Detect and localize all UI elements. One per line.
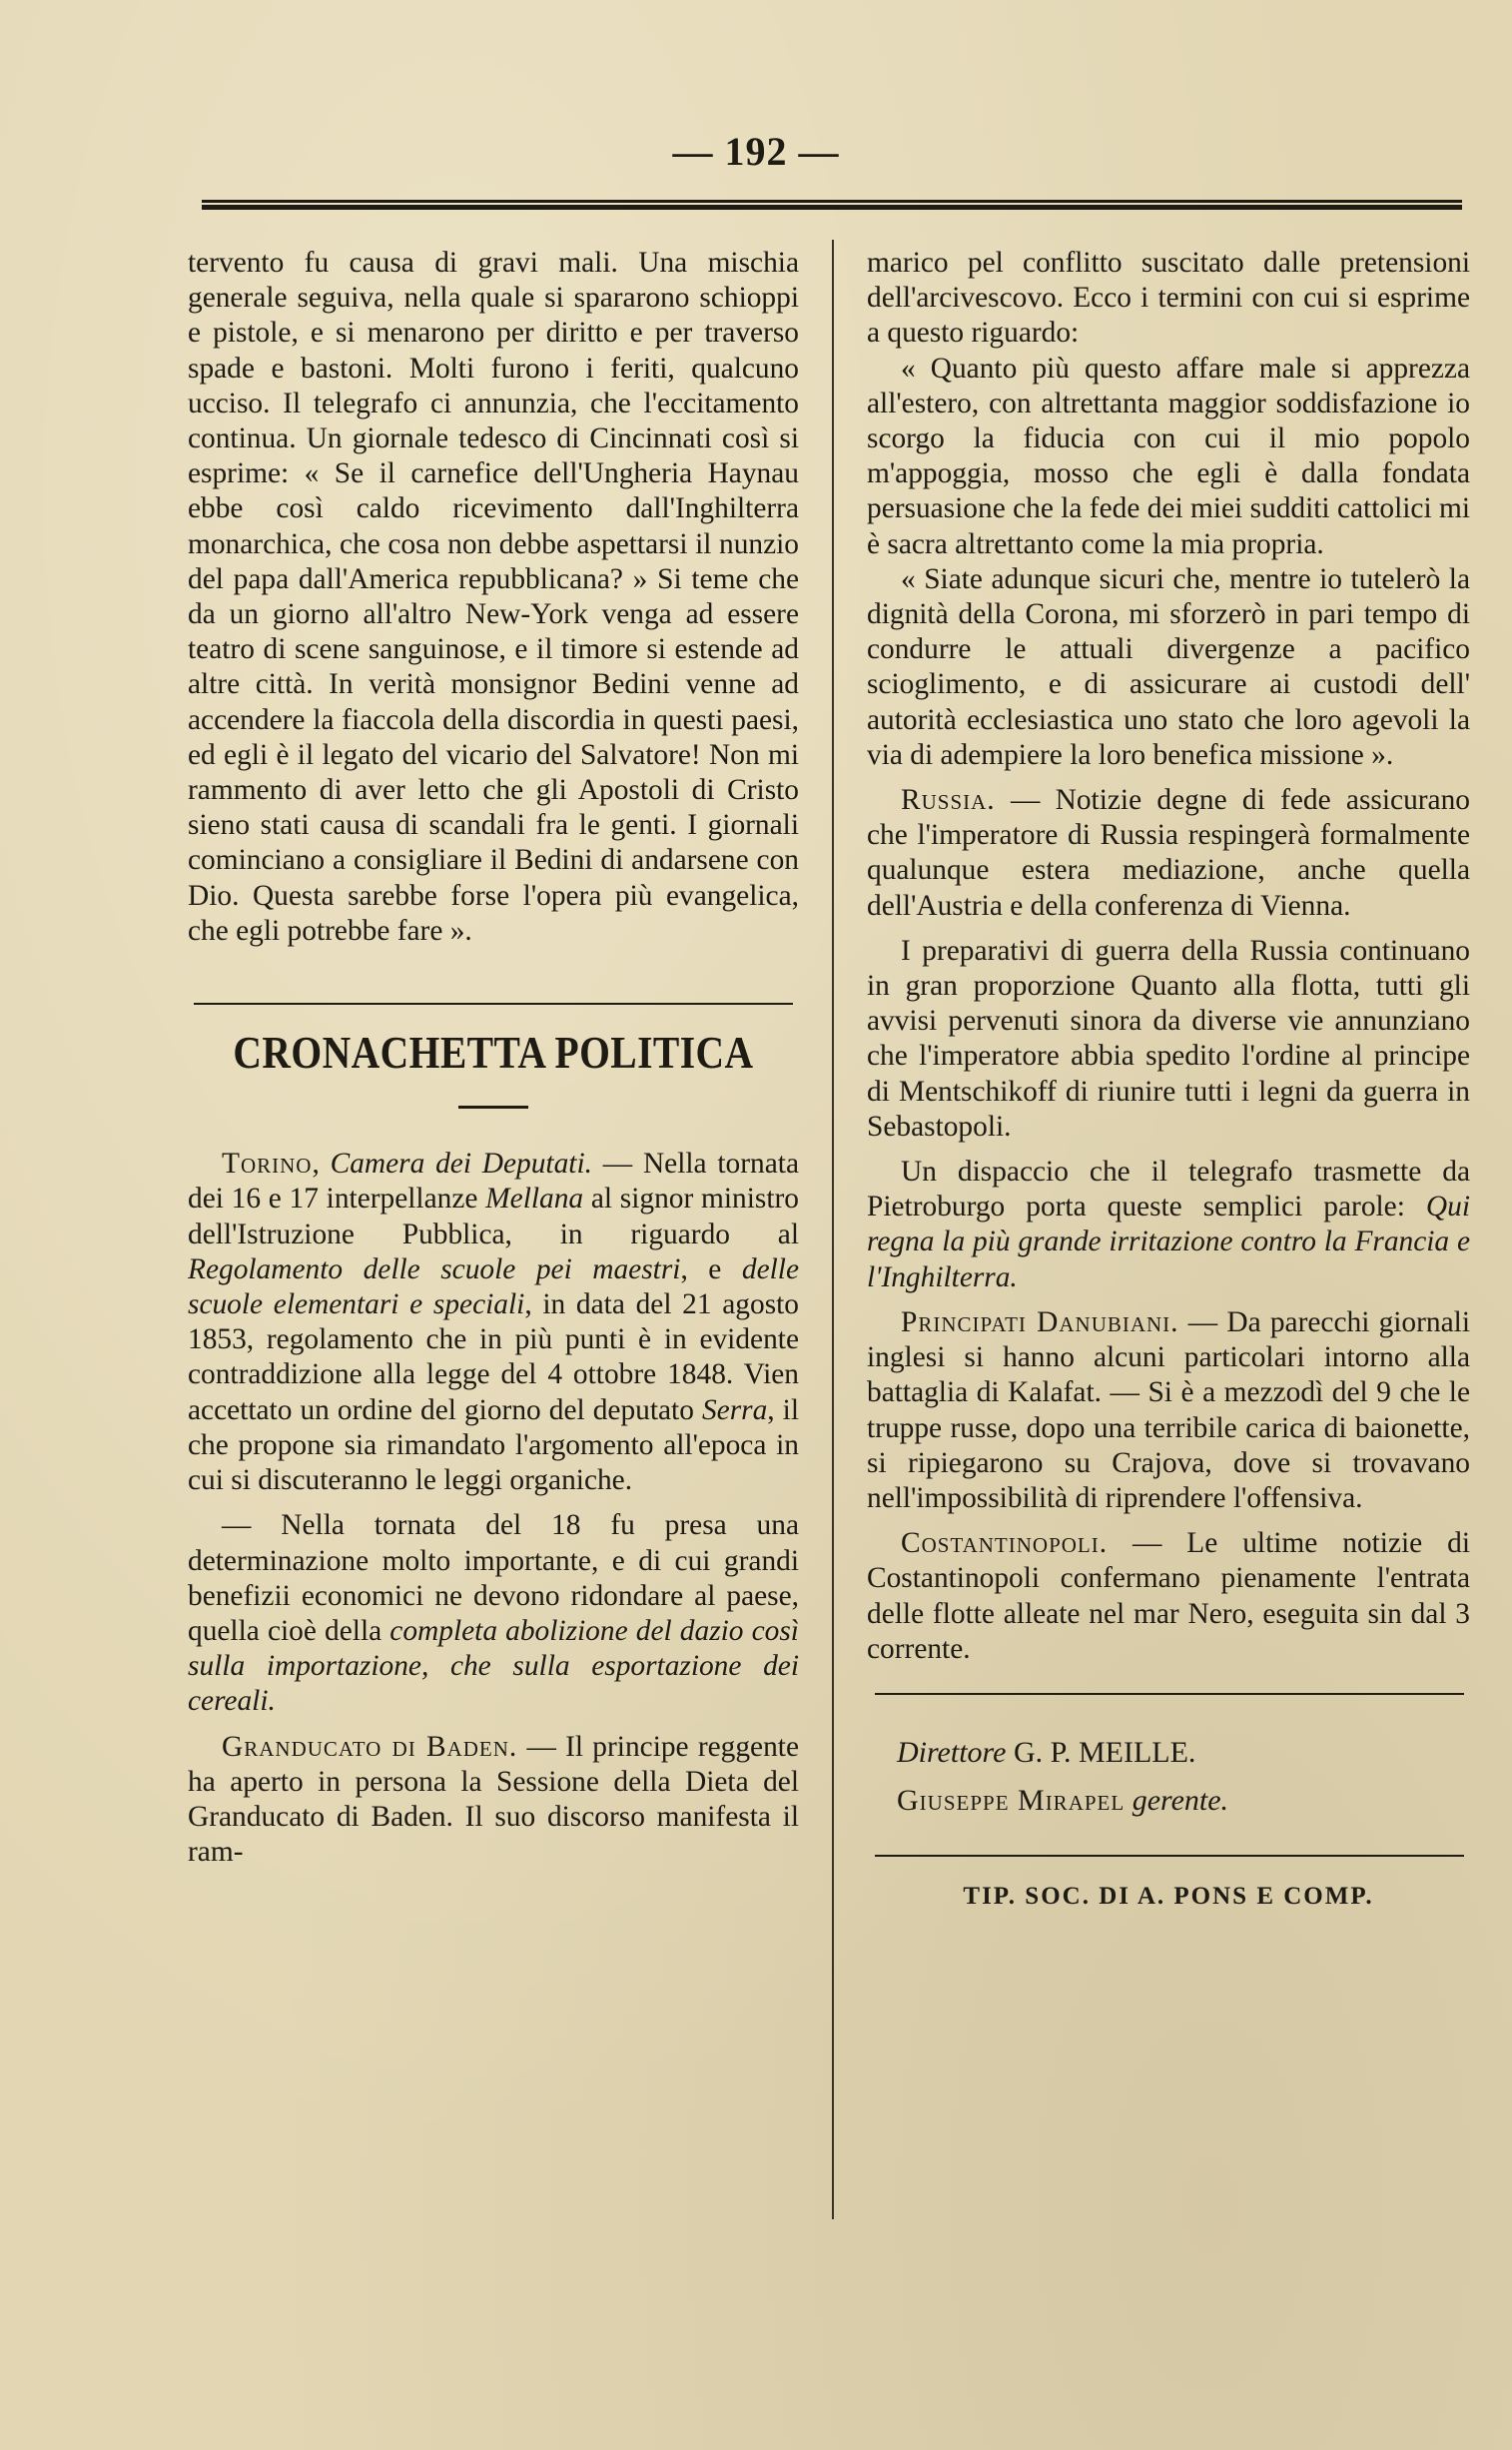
page-number: — 192 — [672,129,840,174]
news-item-costantinopoli: Costantinopoli. — Le ultime notizie di Costantinopoli confermano pienamente l'entrata delle flotte alleate nel mar Nero, eseguita sin dal 3 corrente. [867,1527,1470,1665]
signature-rule [875,1693,1464,1695]
news-item-war-preparations: I preparativi di guerra della Russia continuano in gran proporzione Quanto alla flotta, tutti gli avvisi pervenuti sinora da diverse vie annunziano che l'imperatore abbia spedito l'ordine al principe di Mentschikoff di riunire tutti i legni da guerra in Sebastopoli. [867,934,1470,1143]
column-divider [832,240,834,2219]
title-underline-rule [458,1106,528,1109]
quote-paragraph-2: « Siate adunque sicuri che, mentre io tutelerò la dignità della Corona, mi sforzerò in pari tempo di condurre le attuali divergenze a pacifico scioglimento, e di assicurare ai custodi dell' autorità ecclesiastica uno stato che loro agevoli la via di adempiere la loro benefica missione ». [867,562,1470,771]
place-name-torino: Torino [222,1148,313,1181]
printer-rule [875,1855,1464,1857]
printer-imprint: TIP. SOC. DI A. PONS E COMP. [963,1882,1374,1910]
news-item-tornata-18: — Nella tornata del 18 fu presa una determinazione molto importante, e di cui grandi benefizii economici ne devono ridondare al paese, quella cioè della completa abolizione del dazio così sulla importazione, che sulla esportazione dei cereali. [188,1509,799,1718]
section-title: CRONACHETTA POLITICA [233,1027,754,1079]
section-divider-rule [194,1003,793,1005]
news-item-torino: Torino, Camera dei Deputati. — Nella tornata dei 16 e 17 interpellanze Mellana al signor ministro dell'Istruzione Pubblica, in riguardo al Regolamento delle scuole pei maestri, e delle scuole elementari e speciali, in data del 21 agosto 1853, regolamento che in più punti è in evidente contraddizione alla legge del 4 ottobre 1848. Vien accettato un ordine del giorno del deputato Serra, il che propone sia rimandato l'argomento all'epoca in cui si discuteranno le leggi organiche. [188,1148,800,1497]
news-item-dispatch: Un dispaccio che il telegrafo trasmette da Pietroburgo porta queste semplici parole: Qui regna la più grande irritazione contro la Francia e l'Inghilterra. [867,1156,1470,1293]
article-continuation: tervento fu causa di gravi mali. Una mischia generale seguiva, nella quale si spararono schioppi e pistole, e si menarono per diritto e per traverso spade e bastoni. Molti furono i feriti, qualcuno ucciso. Il telegrafo ci annunzia, che l'eccitamento continua. Un giornale tedesco di Cincinnati così si esprime: « Se il carnefice dell'Ungheria Haynau ebbe così caldo ricevimento dall'Inghilterra monarchica, che cosa non debbe aspettarsi il nunzio del papa dall'America repubblicana? » Si teme che da un giorno all'altro New-York venga ad essere teatro di scene sanguinose, e il timore si estende ad altre città. In verità monsignor Bedini venne ad accendere la fiaccola della discordia in questi paesi, ed egli è il legato del vicario del Salvatore! Non mi rammento di aver letto che gli Apostoli di Cristo sieno stati causa di scandali fra le genti. I giornali cominciano a consigliare il Bedini di andarsene con Dio. Questa sarebbe forse l'opera più evangelica, che egli potrebbe fare ». [188,247,799,947]
header-double-rule [202,200,1462,210]
director-line: Direttore G. P. MEILLE. [897,1735,1196,1769]
signature-block [867,1729,1470,1825]
baden-continuation: marico pel conflitto suscitato dalle pretensioni dell'arcivescovo. Ecco i termini con cui si esprime a questo riguardo: [867,247,1470,350]
place-name-russia: Russia. [901,784,996,817]
place-name-baden: Granducato di Baden. [222,1730,518,1763]
right-column [867,246,1470,1914]
manager-line: Giuseppe Mirapel gerente. [897,1783,1229,1817]
news-item-baden: Granducato di Baden. — Il principe reggente ha aperto in persona la Sessione della Dieta del Granducato di Baden. Il suo discorso manifesta il ram- [188,1730,800,1869]
chamber-name: Camera dei Deputati. [330,1148,592,1181]
left-column [188,246,799,1870]
news-item-principati: Principati Danubiani. — Da parecchi giornali inglesi si hanno alcuni particolari intorno alla battaglia di Kalafat. — Si è a mezzodì del 9 che le truppe russe, dopo una terribile carica di baionette, si ripiegarono su Crajova, dove si trovavano nell'impossibilità di riprendere l'offensiva. [867,1305,1470,1514]
place-name-principati: Principati Danubiani. [901,1305,1179,1338]
news-item-russia: Russia. — Notizie degne di fede assicurano che l'imperatore di Russia respingerà formalmente qualunque estera mediazione, anche quella dell'Austria e della conferenza di Vienna. [867,784,1470,922]
place-name-costantinopoli: Costantinopoli. [901,1527,1109,1560]
quote-paragraph-1: « Quanto più questo affare male si apprezza all'estero, con altrettanta maggior soddisfazione io scorgo la fiducia con cui il mio popolo m'appoggia, mosso che egli è dalla fondata persuasione che la fede dei miei sudditi cattolici mi è sacra altrettanto come la mia propria. [867,352,1470,560]
